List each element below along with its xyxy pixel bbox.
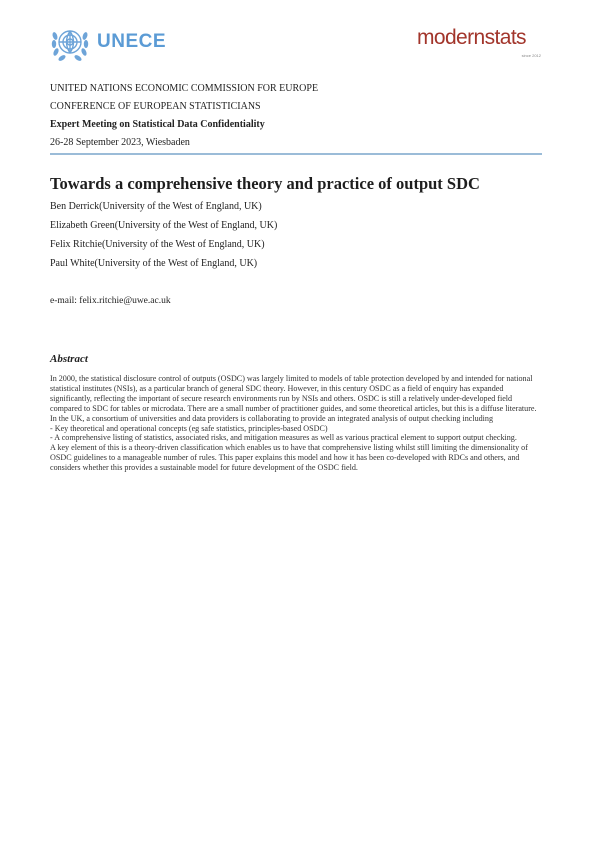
abstract-paragraph: In the UK, a consortium of universities and data providers is collaborating to provide an integrated analysis of output checking including (50, 413, 494, 423)
abstract-bullet: - A comprehensive listing of statistics, associated risks, and mitigation measures as well as various practical element to support output checking. (50, 433, 517, 443)
unece-logo (50, 22, 166, 62)
organization-line: UNITED NATIONS ECONOMIC COMMISSION FOR EUROPE (50, 83, 319, 94)
author-line: Elizabeth Green(University of the West of England, UK) (50, 220, 278, 231)
modernstats-logo-text: modernstats (417, 26, 526, 49)
meeting-line: Expert Meeting on Statistical Data Confidentiality (50, 119, 265, 130)
abstract-paragraph: In 2000, the statistical disclosure control of outputs (OSDC) was largely limited to models of table protection developed by and intended for national statistical institutes (NSIs), as a particular branch of general SDC theory. However, in this century OSDC as a field of enquiry has expanded significantly, reflecting the important of secure research environments run by NSIs and others. OSDC is still a relatively under-developed field compared to SDC for tables or microdata. There are a small number of practitioner guides, and some theoretical articles, but this is a diffuse literature. (50, 374, 537, 413)
conference-line: CONFERENCE OF EUROPEAN STATISTICIANS (50, 101, 261, 112)
date-place-line: 26-28 September 2023, Wiesbaden (50, 137, 190, 148)
author-line: Paul White(University of the West of England, UK) (50, 258, 258, 269)
author-line: Ben Derrick(University of the West of England, UK) (50, 201, 262, 212)
author-line: Felix Ritchie(University of the West of England, UK) (50, 239, 265, 250)
abstract-heading: Abstract (50, 353, 88, 365)
abstract-paragraph: A key element of this is a theory-driven classification which enables us to have that comprehensive listing whilst still limiting the dimensionality of OSDC guidelines to a manageable number of rules. This paper explains this model and how it has been co-developed with RDCs and others, and considers whether this provides a sustainable model for future development of the OSDC field. (50, 443, 528, 473)
header-divider (50, 153, 542, 155)
abstract-body (50, 374, 545, 473)
unece-logo-text: UNECE (97, 31, 167, 52)
modernstats-logo-subtext: since 2012 (521, 53, 541, 58)
un-emblem-icon (50, 22, 90, 62)
modernstats-logo (417, 26, 545, 64)
abstract-bullet: - Key theoretical and operational concepts (eg safe statistics, principles-based OSDC) (50, 423, 328, 433)
contact-email: e-mail: felix.ritchie@uwe.ac.uk (50, 296, 171, 306)
paper-title: Towards a comprehensive theory and practice of output SDC (50, 174, 480, 193)
